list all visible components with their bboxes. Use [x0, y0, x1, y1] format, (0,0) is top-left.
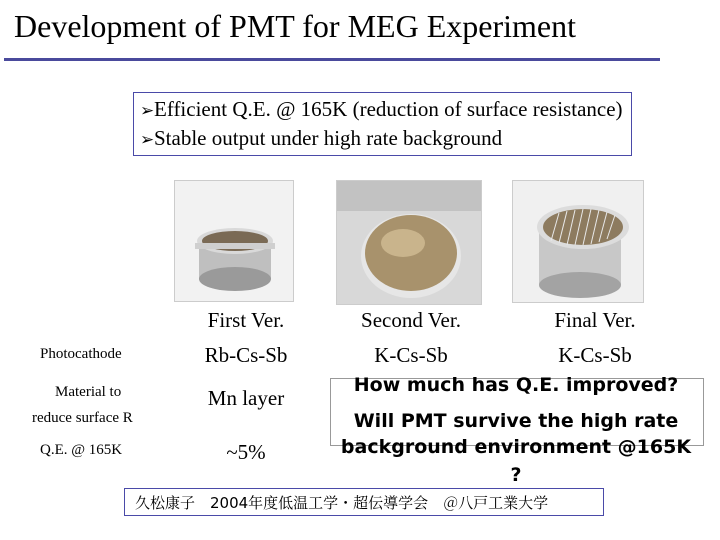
footer-citation-box: [124, 488, 604, 516]
slide-title: Development of PMT for MEG Experiment: [14, 8, 576, 44]
arrow-bullet-icon: ➢: [140, 130, 155, 150]
title-underline: [4, 58, 660, 61]
question-line-1: How much has Q.E. improved?: [353, 374, 679, 396]
second-version-pmt-photo: [336, 180, 482, 305]
photocathode-second-ver: K-Cs-Sb: [374, 343, 448, 367]
question-line-3: background environment @165K: [340, 436, 692, 458]
row-label-photocathode: Photocathode: [40, 346, 122, 362]
question-line-4: ?: [510, 464, 522, 486]
photocathode-final-ver: K-Cs-Sb: [558, 343, 632, 367]
bullet-item: ➢Stable output under high rate background: [140, 126, 503, 150]
row-label-material-line2: reduce surface R: [32, 410, 133, 426]
row-label-material-line1: Material to: [55, 384, 122, 400]
first-version-pmt-photo: [174, 180, 294, 302]
question-line-2: Will PMT survive the high rate: [353, 410, 679, 432]
row-label-qe: Q.E. @ 165K: [40, 442, 123, 458]
bullet-item: ➢Efficient Q.E. @ 165K (reduction of surface resistance): [140, 97, 623, 121]
footer-citation: 久松康子 2004年度低温工学・超伝導学会 ＠八戸工業大学: [135, 494, 549, 512]
arrow-bullet-icon: ➢: [140, 101, 155, 121]
question-overlay: [326, 372, 706, 494]
material-first-ver: Mn layer: [207, 386, 285, 410]
column-header-first-ver: First Ver.: [207, 308, 285, 332]
photocathode-first-ver: Rb-Cs-Sb: [204, 343, 288, 367]
bullet-box: [133, 92, 632, 156]
final-version-pmt-photo: [512, 180, 644, 303]
qe-first-ver: ~5%: [226, 440, 266, 464]
column-header-final-ver: Final Ver.: [554, 308, 636, 332]
column-header-second-ver: Second Ver.: [361, 308, 461, 332]
